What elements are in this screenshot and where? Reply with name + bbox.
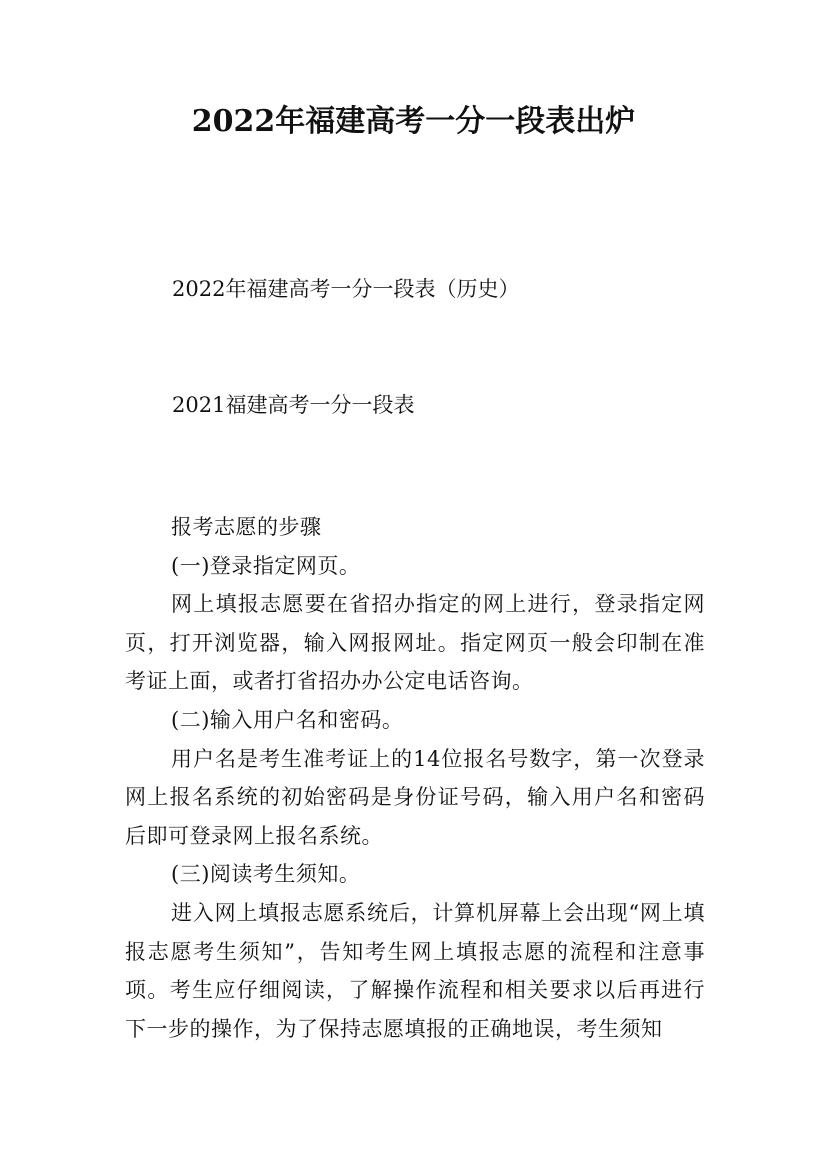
document-body [125, 508, 705, 1048]
heading-2021: 2021福建高考一分一段表 [172, 393, 415, 417]
step-2-text: 用户名是考生准考证上的14位报名号数字，第一次登录网上报名系统的初始密码是身份证号码，输入用户名和密码后即可登录网上报名系统。 [125, 746, 705, 848]
step-3-heading: (三)阅读考生须知。 [171, 862, 361, 887]
section-heading-steps: 报考志愿的步骤 [171, 515, 322, 539]
step-2-heading: (二)输入用户名和密码。 [171, 707, 404, 732]
step-1-heading: (一)登录指定网页。 [171, 553, 361, 578]
step-1-text: 网上填报志愿要在省招办指定的网上进行，登录指定网页，打开浏览器，输入网报网址。指定网页一般会印制在准考证上面，或者打省招办办公定电话咨询。 [125, 592, 705, 694]
heading-2022-history: 2022年福建高考一分一段表（历史） [172, 277, 520, 301]
step-3-text: 进入网上填报志愿系统后，计算机屏幕上会出现“网上填报志愿考生须知”，告知考生网上填报志愿的流程和注意事项。考生应仔细阅读，了解操作流程和相关要求以后再进行下一步的操作，为了保持志愿填报的正确地误，考生须知 [125, 900, 705, 1041]
document-title: 2022年福建高考一分一段表出炉 [191, 104, 636, 139]
